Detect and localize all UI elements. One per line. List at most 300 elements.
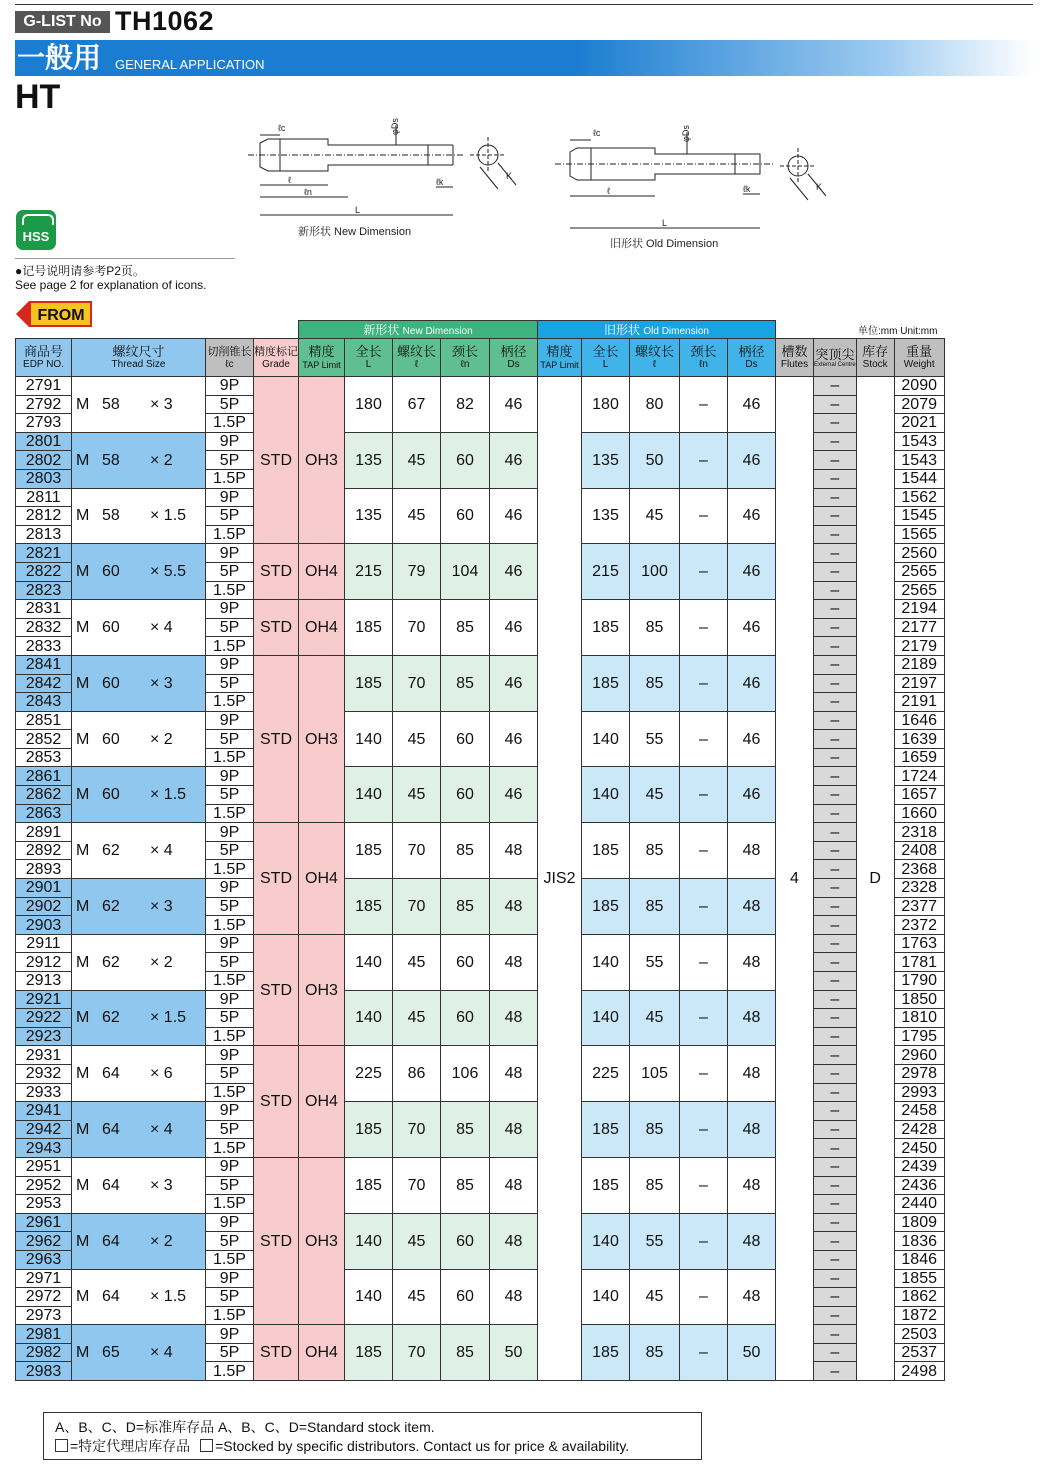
chamfer-cell: 9P	[206, 1157, 254, 1176]
chamfer-cell: 9P	[206, 1269, 254, 1288]
external-centre-cell: –	[814, 1250, 857, 1269]
old-thread-length-cell: 85	[630, 600, 680, 656]
new-neck-length-cell: 85	[441, 655, 490, 711]
col-flutes: 槽数 Flutes	[776, 339, 814, 377]
thread-pitch: × 3	[150, 674, 173, 692]
new-length-cell: 185	[345, 655, 393, 711]
new-shank-cell: 48	[490, 1213, 538, 1269]
thread-prefix: M	[76, 1288, 90, 1306]
weight-cell: 2450	[894, 1139, 944, 1158]
thread-prefix: M	[76, 953, 90, 971]
chamfer-cell: 5P	[206, 674, 254, 693]
new-neck-length-cell: 85	[441, 600, 490, 656]
weight-cell: 2565	[894, 581, 944, 600]
new-neck-length-cell: 85	[441, 823, 490, 879]
old-shank-cell: 48	[728, 1046, 776, 1102]
weight-cell: 2436	[894, 1176, 944, 1195]
new-length-cell: 185	[345, 1157, 393, 1213]
thread-size-cell	[72, 1325, 206, 1381]
weight-cell: 2537	[894, 1343, 944, 1362]
thread-diameter: 58	[102, 507, 120, 525]
old-dim-ds-label: φDs	[681, 125, 691, 142]
external-centre-cell: –	[814, 879, 857, 898]
thread-prefix: M	[76, 786, 90, 804]
weight-cell: 1855	[894, 1269, 944, 1288]
weight-cell: 2993	[894, 1083, 944, 1102]
new-shank-cell: 48	[490, 1102, 538, 1158]
new-neck-length-cell: 85	[441, 1157, 490, 1213]
thread-size-cell	[72, 879, 206, 935]
edp-cell: 2843	[16, 693, 72, 712]
thread-size-cell	[72, 655, 206, 711]
old-length-cell: 135	[582, 432, 630, 488]
old-shank-cell: 48	[728, 934, 776, 990]
thread-size-cell	[72, 377, 206, 433]
weight-cell: 1646	[894, 711, 944, 730]
edp-cell: 2961	[16, 1213, 72, 1232]
old-length-cell: 185	[582, 655, 630, 711]
chamfer-cell: 1.5P	[206, 916, 254, 935]
thread-size-cell	[72, 1213, 206, 1269]
old-shank-cell: 46	[728, 600, 776, 656]
grade-cell: STD	[254, 1046, 299, 1158]
chamfer-cell: 1.5P	[206, 693, 254, 712]
weight-cell: 1850	[894, 990, 944, 1009]
thread-size-cell	[72, 1046, 206, 1102]
thread-pitch: × 3	[150, 897, 173, 915]
old-thread-length-cell: 85	[630, 823, 680, 879]
thread-pitch: × 2	[150, 953, 173, 971]
external-centre-cell: –	[814, 1064, 857, 1083]
thread-prefix: M	[76, 507, 90, 525]
old-thread-length-cell: 55	[630, 711, 680, 767]
new-neck-length-cell: 60	[441, 488, 490, 544]
old-length-cell: 185	[582, 879, 630, 935]
edp-cell: 2862	[16, 786, 72, 805]
new-length-cell: 140	[345, 711, 393, 767]
external-centre-cell: –	[814, 544, 857, 563]
old-shank-cell: 46	[728, 488, 776, 544]
external-centre-cell: –	[814, 1139, 857, 1158]
edp-cell: 2852	[16, 730, 72, 749]
hss-icon-label: HSS	[22, 229, 50, 244]
old-shank-cell: 48	[728, 1157, 776, 1213]
grade-cell: STD	[254, 934, 299, 1046]
thread-size-cell	[72, 1157, 206, 1213]
edp-cell: 2942	[16, 1120, 72, 1139]
external-centre-cell: –	[814, 1009, 857, 1028]
thread-diameter: 58	[102, 395, 120, 413]
thread-prefix: M	[76, 1344, 90, 1362]
chamfer-cell: 5P	[206, 451, 254, 470]
old-thread-length-cell: 85	[630, 1157, 680, 1213]
col-grade: 精度标记 Grade	[254, 339, 299, 377]
thread-pitch: × 4	[150, 1344, 173, 1362]
old-thread-length-cell: 85	[630, 879, 680, 935]
new-thread-length-cell: 70	[393, 1157, 441, 1213]
thread-diameter: 62	[102, 1009, 120, 1027]
new-tolerance-cell: OH4	[299, 1325, 345, 1381]
new-tolerance-cell: OH4	[299, 600, 345, 656]
new-shank-cell: 48	[490, 1157, 538, 1213]
chamfer-cell: 1.5P	[206, 469, 254, 488]
grade-cell: STD	[254, 1325, 299, 1381]
old-length-cell: 185	[582, 823, 630, 879]
new-tolerance-cell: OH3	[299, 1157, 345, 1324]
weight-cell: 2197	[894, 674, 944, 693]
old-dim-l-label: ℓ	[607, 186, 610, 196]
external-centre-cell: –	[814, 414, 857, 433]
chamfer-cell: 1.5P	[206, 972, 254, 991]
external-centre-cell: –	[814, 1083, 857, 1102]
old-length-cell: 225	[582, 1046, 630, 1102]
chamfer-cell: 1.5P	[206, 414, 254, 433]
thread-size-cell	[72, 432, 206, 488]
external-centre-cell: –	[814, 488, 857, 507]
grade-cell: STD	[254, 544, 299, 600]
edp-cell: 2833	[16, 637, 72, 656]
external-centre-cell: –	[814, 916, 857, 935]
external-centre-cell: –	[814, 934, 857, 953]
old-thread-length-cell: 100	[630, 544, 680, 600]
banner-title-en: GENERAL APPLICATION	[115, 57, 265, 72]
external-centre-cell: –	[814, 1213, 857, 1232]
thread-size-cell	[72, 1102, 206, 1158]
new-length-cell: 140	[345, 990, 393, 1046]
external-centre-cell: –	[814, 748, 857, 767]
edp-cell: 2793	[16, 414, 72, 433]
external-centre-cell: –	[814, 1102, 857, 1121]
dim-ln-label: ℓn	[304, 187, 312, 197]
thread-prefix: M	[76, 674, 90, 692]
new-neck-length-cell: 85	[441, 879, 490, 935]
edp-cell: 2812	[16, 507, 72, 526]
grade-cell: STD	[254, 600, 299, 656]
external-centre-cell: –	[814, 823, 857, 842]
edp-cell: 2803	[16, 469, 72, 488]
new-shank-cell: 48	[490, 879, 538, 935]
edp-cell: 2802	[16, 451, 72, 470]
old-shank-cell: 46	[728, 377, 776, 433]
old-thread-length-cell: 45	[630, 488, 680, 544]
col-stock: 库存 Stock	[856, 339, 894, 377]
old-shank-cell: 46	[728, 544, 776, 600]
weight-cell: 2560	[894, 544, 944, 563]
thread-pitch: × 2	[150, 451, 173, 469]
weight-cell: 1810	[894, 1009, 944, 1028]
new-shank-cell: 48	[490, 1046, 538, 1102]
thread-pitch: × 3	[150, 395, 173, 413]
thread-prefix: M	[76, 451, 90, 469]
weight-cell: 2090	[894, 377, 944, 396]
edp-cell: 2922	[16, 1009, 72, 1028]
new-shank-cell: 46	[490, 711, 538, 767]
external-centre-cell: –	[814, 525, 857, 544]
chamfer-cell: 9P	[206, 1213, 254, 1232]
external-centre-cell: –	[814, 618, 857, 637]
new-tolerance-cell: OH3	[299, 934, 345, 1046]
edp-cell: 2972	[16, 1288, 72, 1307]
new-length-cell: 225	[345, 1046, 393, 1102]
weight-cell: 1544	[894, 469, 944, 488]
chamfer-cell: 5P	[206, 507, 254, 526]
thread-diameter: 60	[102, 786, 120, 804]
new-neck-length-cell: 106	[441, 1046, 490, 1102]
banner-title-zh: 一般用	[17, 42, 102, 73]
external-centre-cell: –	[814, 1157, 857, 1176]
weight-cell: 2177	[894, 618, 944, 637]
thread-diameter: 64	[102, 1065, 120, 1083]
weight-cell: 2458	[894, 1102, 944, 1121]
new-length-cell: 135	[345, 488, 393, 544]
edp-cell: 2982	[16, 1343, 72, 1362]
new-tolerance-cell: OH4	[299, 1046, 345, 1158]
chamfer-cell: 9P	[206, 990, 254, 1009]
external-centre-cell: –	[814, 1269, 857, 1288]
col-new-shank: 柄径 Ds	[490, 339, 538, 377]
col-new-neck-length: 颈长 ℓn	[441, 339, 490, 377]
legend-line-1: A、B、C、D=标准库存品 A、B、C、D=Standard stock item.	[55, 1419, 435, 1435]
new-shank-cell: 46	[490, 767, 538, 823]
thread-size-cell	[72, 711, 206, 767]
unit-label: 单位:mm Unit:mm	[858, 326, 938, 337]
new-neck-length-cell: 60	[441, 1269, 490, 1325]
edp-cell: 2951	[16, 1157, 72, 1176]
edp-cell: 2973	[16, 1306, 72, 1325]
edp-cell: 2831	[16, 600, 72, 619]
thread-prefix: M	[76, 897, 90, 915]
legend-line-2: =特定代理店库存品 =Stocked by specific distributors. Contact us for price & availability.	[55, 1436, 629, 1456]
new-length-cell: 180	[345, 377, 393, 433]
old-dim-k-label: K	[816, 182, 823, 192]
new-length-cell: 140	[345, 1213, 393, 1269]
chamfer-cell: 1.5P	[206, 804, 254, 823]
external-centre-cell: –	[814, 767, 857, 786]
chamfer-cell: 5P	[206, 1064, 254, 1083]
edp-cell: 2791	[16, 377, 72, 396]
new-length-cell: 140	[345, 767, 393, 823]
new-length-cell: 185	[345, 823, 393, 879]
new-length-cell: 185	[345, 879, 393, 935]
edp-cell: 2792	[16, 395, 72, 414]
old-neck-length-cell: –	[680, 1102, 728, 1158]
thread-pitch: × 4	[150, 619, 173, 637]
new-shank-cell: 50	[490, 1325, 538, 1381]
old-thread-length-cell: 85	[630, 655, 680, 711]
thread-prefix: M	[76, 1176, 90, 1194]
weight-cell: 1795	[894, 1027, 944, 1046]
old-shank-cell: 50	[728, 1325, 776, 1381]
chamfer-cell: 5P	[206, 953, 254, 972]
chamfer-cell: 9P	[206, 377, 254, 396]
col-old-thread-length: 螺纹长 ℓ	[630, 339, 680, 377]
old-thread-length-cell: 80	[630, 377, 680, 433]
external-centre-cell: –	[814, 1046, 857, 1065]
weight-cell: 1660	[894, 804, 944, 823]
edp-cell: 2842	[16, 674, 72, 693]
chamfer-cell: 9P	[206, 544, 254, 563]
external-centre-cell: –	[814, 804, 857, 823]
old-shank-cell: 48	[728, 1269, 776, 1325]
old-dimension-caption: 旧形状 Old Dimension	[610, 238, 719, 250]
weight-cell: 1565	[894, 525, 944, 544]
new-thread-length-cell: 70	[393, 655, 441, 711]
old-length-cell: 215	[582, 544, 630, 600]
old-neck-length-cell: –	[680, 655, 728, 711]
external-centre-cell: –	[814, 693, 857, 712]
thread-size-cell	[72, 823, 206, 879]
old-shank-cell: 48	[728, 823, 776, 879]
weight-cell: 1659	[894, 748, 944, 767]
edp-cell: 2821	[16, 544, 72, 563]
weight-cell: 1562	[894, 488, 944, 507]
edp-cell: 2943	[16, 1139, 72, 1158]
new-thread-length-cell: 86	[393, 1046, 441, 1102]
new-shank-cell: 46	[490, 600, 538, 656]
weight-cell: 2960	[894, 1046, 944, 1065]
old-length-cell: 140	[582, 1269, 630, 1325]
new-shank-cell: 46	[490, 432, 538, 488]
edp-cell: 2981	[16, 1325, 72, 1344]
new-neck-length-cell: 60	[441, 767, 490, 823]
icon-note-zh: ●记号说明请参考P2页。	[15, 264, 145, 278]
col-old-shank: 柄径 Ds	[728, 339, 776, 377]
new-length-cell: 185	[345, 600, 393, 656]
old-neck-length-cell: –	[680, 823, 728, 879]
old-neck-length-cell: –	[680, 377, 728, 433]
col-edp: 商品号 EDP NO.	[16, 339, 72, 377]
old-length-cell: 140	[582, 934, 630, 990]
thread-pitch: × 2	[150, 730, 173, 748]
chamfer-cell: 9P	[206, 1325, 254, 1344]
edp-cell: 2811	[16, 488, 72, 507]
new-thread-length-cell: 45	[393, 767, 441, 823]
new-length-cell: 185	[345, 1325, 393, 1381]
external-centre-cell: –	[814, 1343, 857, 1362]
weight-cell: 1543	[894, 432, 944, 451]
thread-diameter: 65	[102, 1344, 120, 1362]
thread-pitch: × 1.5	[150, 507, 187, 525]
external-centre-cell: –	[814, 711, 857, 730]
chamfer-cell: 1.5P	[206, 860, 254, 879]
new-length-cell: 135	[345, 432, 393, 488]
external-centre-cell: –	[814, 674, 857, 693]
dim-k-label: K	[506, 171, 513, 181]
dim-L-label: L	[355, 205, 361, 215]
thread-size-cell	[72, 934, 206, 990]
new-neck-length-cell: 60	[441, 990, 490, 1046]
external-centre-cell: –	[814, 860, 857, 879]
chamfer-cell: 9P	[206, 655, 254, 674]
thread-size-cell	[72, 488, 206, 544]
weight-cell: 2191	[894, 693, 944, 712]
new-thread-length-cell: 79	[393, 544, 441, 600]
chamfer-cell: 5P	[206, 618, 254, 637]
chamfer-cell: 5P	[206, 1288, 254, 1307]
old-tolerance-cell: JIS2	[538, 377, 582, 1381]
thread-size-cell	[72, 1269, 206, 1325]
old-dim-L-label: L	[662, 218, 668, 228]
chamfer-cell: 9P	[206, 823, 254, 842]
thread-diameter: 60	[102, 730, 120, 748]
chamfer-cell: 5P	[206, 897, 254, 916]
thread-prefix: M	[76, 1009, 90, 1027]
edp-cell: 2913	[16, 972, 72, 991]
new-shank-cell: 48	[490, 934, 538, 990]
weight-cell: 2498	[894, 1362, 944, 1381]
weight-cell: 1862	[894, 1288, 944, 1307]
old-thread-length-cell: 105	[630, 1046, 680, 1102]
edp-cell: 2891	[16, 823, 72, 842]
old-shank-cell: 48	[728, 1102, 776, 1158]
chamfer-cell: 9P	[206, 488, 254, 507]
thread-diameter: 60	[102, 619, 120, 637]
old-neck-length-cell: –	[680, 1325, 728, 1381]
new-thread-length-cell: 45	[393, 1269, 441, 1325]
old-length-cell: 140	[582, 990, 630, 1046]
external-centre-cell: –	[814, 1195, 857, 1214]
external-centre-cell: –	[814, 637, 857, 656]
chamfer-cell: 9P	[206, 711, 254, 730]
weight-cell: 2372	[894, 916, 944, 935]
new-shank-cell: 48	[490, 823, 538, 879]
new-neck-length-cell: 85	[441, 1102, 490, 1158]
chamfer-cell: 1.5P	[206, 1362, 254, 1381]
old-neck-length-cell: –	[680, 1046, 728, 1102]
weight-cell: 2408	[894, 841, 944, 860]
external-centre-cell: –	[814, 581, 857, 600]
col-old-tolerance: 精度 TAP Limit	[538, 339, 582, 377]
old-thread-length-cell: 85	[630, 1102, 680, 1158]
old-neck-length-cell: –	[680, 934, 728, 990]
weight-cell: 2189	[894, 655, 944, 674]
edp-cell: 2983	[16, 1362, 72, 1381]
chamfer-cell: 5P	[206, 786, 254, 805]
edp-cell: 2923	[16, 1027, 72, 1046]
col-new-tolerance: 精度 TAP Limit	[299, 339, 345, 377]
external-centre-cell: –	[814, 395, 857, 414]
new-length-cell: 185	[345, 1102, 393, 1158]
new-thread-length-cell: 67	[393, 377, 441, 433]
old-length-cell: 185	[582, 1102, 630, 1158]
weight-cell: 2194	[894, 600, 944, 619]
new-length-cell: 215	[345, 544, 393, 600]
chamfer-cell: 5P	[206, 1120, 254, 1139]
thread-prefix: M	[76, 730, 90, 748]
chamfer-cell: 9P	[206, 1046, 254, 1065]
new-tolerance-cell: OH3	[299, 655, 345, 822]
old-length-cell: 140	[582, 767, 630, 823]
new-neck-length-cell: 85	[441, 1325, 490, 1381]
glist-tag: G-LIST No	[15, 11, 110, 33]
new-thread-length-cell: 70	[393, 823, 441, 879]
new-thread-length-cell: 45	[393, 990, 441, 1046]
new-thread-length-cell: 45	[393, 934, 441, 990]
edp-cell: 2953	[16, 1195, 72, 1214]
chamfer-cell: 1.5P	[206, 525, 254, 544]
thread-pitch: × 6	[150, 1065, 173, 1083]
thread-prefix: M	[76, 1121, 90, 1139]
new-length-cell: 140	[345, 934, 393, 990]
weight-cell: 1836	[894, 1232, 944, 1251]
new-neck-length-cell: 60	[441, 1213, 490, 1269]
product-table	[15, 320, 945, 1381]
edp-cell: 2921	[16, 990, 72, 1009]
external-centre-cell: –	[814, 432, 857, 451]
chamfer-cell: 5P	[206, 1343, 254, 1362]
chamfer-cell: 1.5P	[206, 1083, 254, 1102]
new-thread-length-cell: 45	[393, 488, 441, 544]
